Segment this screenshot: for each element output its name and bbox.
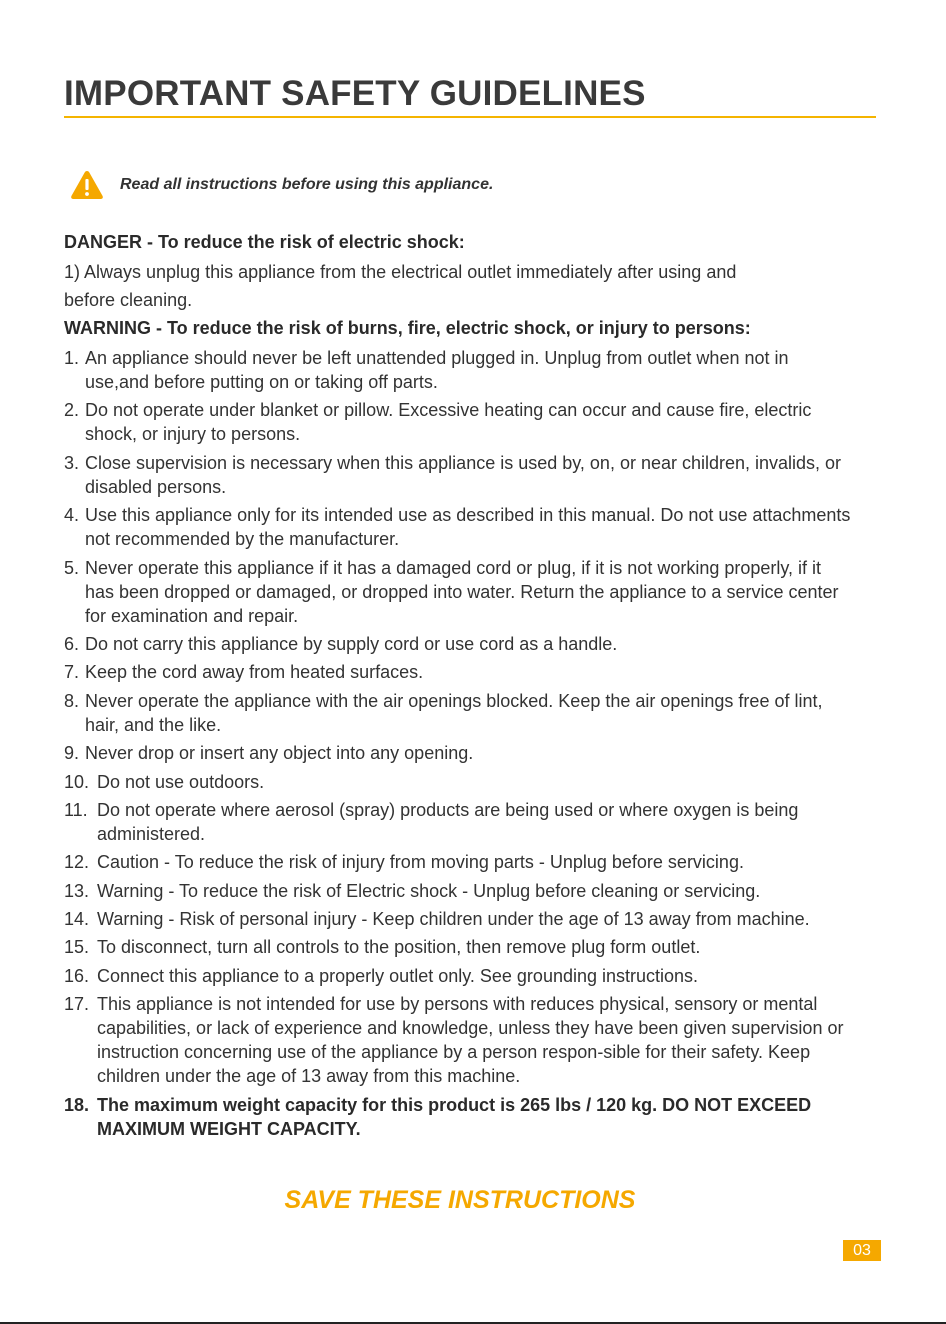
- list-item: [64, 1093, 854, 1141]
- list-item-number: 3.: [64, 452, 85, 473]
- list-item-text: Caution - To reduce the risk of injury from moving parts - Unplug before servicing.: [97, 852, 744, 873]
- list-item-number: 17.: [64, 994, 95, 1015]
- list-item-text: Do not use outdoors.: [97, 771, 265, 792]
- list-item-number: 15.: [64, 937, 95, 958]
- list-item-number: 18.: [64, 1094, 95, 1115]
- list-item: [64, 992, 854, 1088]
- list-item-text: To disconnect, turn all controls to the position, then remove plug form outlet.: [97, 937, 701, 958]
- list-item-text: This appliance is not intended for use by persons with reduces physical, sensory or mental capabilities, or lack of experience and knowledge, unless they have been given supervision or instruction concerning use of the appliance by a person respon-sible for their safety. Keep children under the age of 13 away from this machine.: [97, 994, 844, 1087]
- list-item-text: Keep the cord away from heated surfaces.: [85, 662, 424, 683]
- danger-line: 1) Always unplug this appliance from the electrical outlet immediately after using and: [64, 262, 737, 282]
- list-item: [64, 632, 854, 656]
- list-item: [64, 907, 854, 931]
- list-item: [64, 451, 854, 499]
- warning-triangle-icon: [70, 170, 104, 200]
- list-item-number: 16.: [64, 965, 95, 986]
- safety-list: [64, 346, 854, 1141]
- list-item-number: 9.: [64, 743, 85, 764]
- list-item-text: Warning - To reduce the risk of Electric shock - Unplug before cleaning or servicing.: [97, 880, 761, 901]
- list-item: [64, 964, 854, 988]
- list-item-number: 2.: [64, 400, 85, 421]
- list-item-text: Close supervision is necessary when this appliance is used by, on, or near children, invalids, or disabled persons.: [85, 452, 842, 497]
- list-item: [64, 798, 854, 846]
- list-item: [64, 689, 854, 737]
- list-item: [64, 556, 854, 628]
- list-item-text: The maximum weight capacity for this product is 265 lbs / 120 kg. DO NOT EXCEED MAXIMUM WEIGHT CAPACITY.: [97, 1094, 812, 1139]
- danger-heading: DANGER - To reduce the risk of electric shock:: [64, 232, 465, 252]
- list-item-text: Do not operate under blanket or pillow. Excessive heating can occur and cause fire, electric shock, or injury to persons.: [85, 400, 812, 445]
- list-item-number: 5.: [64, 557, 85, 578]
- page-number: 03: [843, 1240, 881, 1261]
- list-item-text: Never drop or insert any object into any opening.: [85, 743, 474, 764]
- notice-text: Read all instructions before using this appliance.: [120, 176, 494, 193]
- title-underline: [64, 116, 876, 118]
- list-item-number: 13.: [64, 880, 95, 901]
- list-item-text: Use this appliance only for its intended use as described in this manual. Do not use attachments not recommended by the manufacturer.: [85, 505, 851, 550]
- list-item: [64, 879, 854, 903]
- list-item-text: Do not operate where aerosol (spray) products are being used or where oxygen is being administered.: [97, 799, 799, 844]
- list-item-text: An appliance should never be left unattended plugged in. Unplug from outlet when not in use,and before putting on or taking off parts.: [85, 348, 789, 392]
- list-item-number: 14.: [64, 909, 95, 930]
- list-item-number: 10.: [64, 771, 95, 792]
- list-item-text: Warning - Risk of personal injury - Keep children under the age of 13 away from machine.: [97, 909, 810, 930]
- list-item-text: Connect this appliance to a properly outlet only. See grounding instructions.: [97, 965, 699, 986]
- read-instructions-notice: [70, 170, 493, 200]
- danger-line: before cleaning.: [64, 290, 193, 310]
- list-item-number: 7.: [64, 662, 85, 683]
- list-item: [64, 770, 854, 794]
- list-item: [64, 850, 854, 874]
- list-item-text: Never operate this appliance if it has a damaged cord or plug, if it is not working properly, if it has been dropped or damaged, or dropped into water. Return the appliance to a service center for examination and repair.: [85, 557, 839, 626]
- list-item: [64, 935, 854, 959]
- list-item-number: 4.: [64, 505, 85, 526]
- list-item-number: 11.: [64, 799, 93, 820]
- list-item-number: 12.: [64, 852, 95, 873]
- warning-heading: WARNING - To reduce the risk of burns, fire, electric shock, or injury to persons:: [64, 318, 751, 338]
- list-item: [64, 398, 854, 446]
- list-item: [64, 660, 854, 684]
- list-item-number: 6.: [64, 633, 85, 654]
- list-item-number: 8.: [64, 690, 85, 711]
- list-item: [64, 741, 854, 765]
- list-item-text: Do not carry this appliance by supply cord or use cord as a handle.: [85, 633, 618, 654]
- list-item-text: Never operate the appliance with the air openings blocked. Keep the air openings free of lint, hair, and the like.: [85, 690, 823, 735]
- save-instructions-banner: SAVE THESE INSTRUCTIONS: [284, 1186, 636, 1214]
- list-item-number: 1.: [64, 348, 85, 368]
- list-item: [64, 503, 854, 551]
- list-item: [64, 346, 854, 394]
- safety-content: [64, 230, 854, 1145]
- page-title: IMPORTANT SAFETY GUIDELINES: [64, 74, 646, 113]
